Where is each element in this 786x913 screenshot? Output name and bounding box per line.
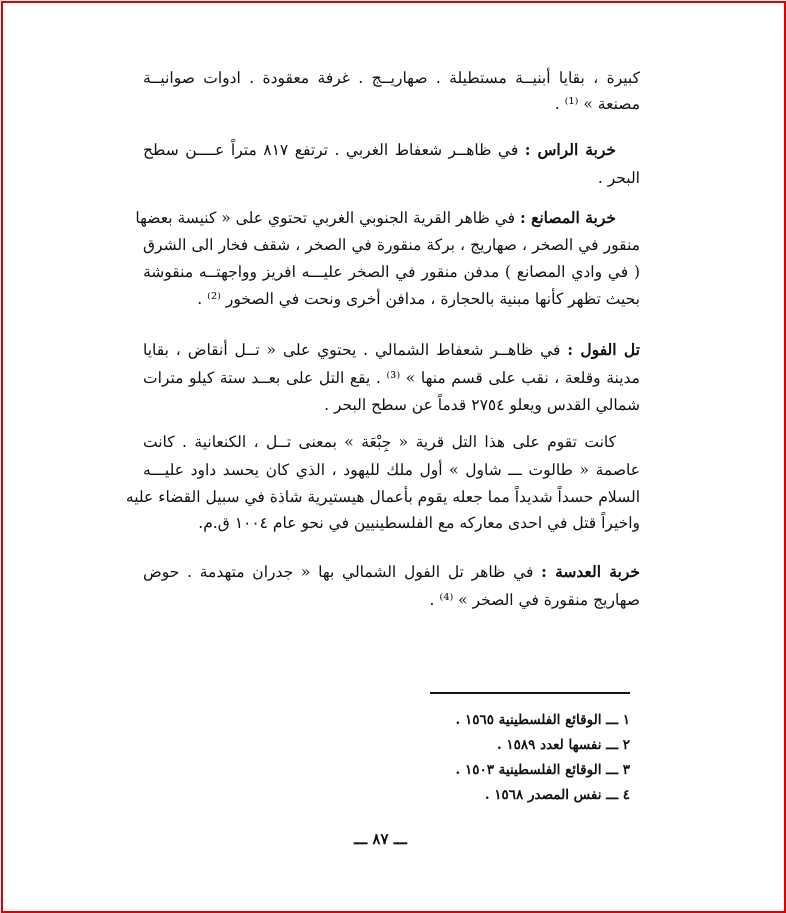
text-span: في ظاهر القرية الجنوبي الغربي تحتوي على « كنيسة بعضها xyxy=(135,209,516,227)
entry-heading: خربة المصانع : xyxy=(520,208,616,227)
text-line: البحر . xyxy=(597,169,640,187)
text-line: كانت تقوم على هذا التل قرية « جِبْعَة » بمعنى تــل ، الكنعانية . كانت xyxy=(143,433,616,451)
text-line: عاصمة « طالوت ـــ شاول » أول ملك لليهود ، الذي كان يحسد داود عليـــه xyxy=(143,461,640,479)
text-line: شمالي القدس ويعلو ٢٧٥٤ قدماً عن سطح البحر . xyxy=(324,396,640,414)
footnote-2: ٢ ـــ نفسها لعدد ١٥٨٩ . xyxy=(496,737,630,753)
footnote-3: ٣ ـــ الوقائع الفلسطينية ١٥٠٣ . xyxy=(455,762,630,778)
text-line xyxy=(143,560,640,584)
page-number: ـــ ٨٧ ـــ xyxy=(354,830,407,848)
text-line: واخيراً قتل في احدى معاركه مع الفلسطينيين في نحو عام ١٠٠٤ ق.م. xyxy=(198,514,640,532)
footnote-4: ٤ ـــ نفس المصدر ١٥٦٨ . xyxy=(484,787,630,803)
text-line: صهاريج منقورة في الصخر » ⁽⁴⁾ . xyxy=(429,591,640,609)
entry-heading: خربة العدسة : xyxy=(541,562,640,581)
text-line: كبيرة ، بقايا أبنيــة مستطيلة . صهاريــج . غرفة معقودة . ادوات صوانيــة xyxy=(143,69,640,87)
text-line xyxy=(135,206,640,230)
text-span: في ظاهــر شعفاط الغربي . ترتفع ٨١٧ متراً عــــن سطح xyxy=(143,141,519,159)
footnote-divider xyxy=(430,692,630,694)
entry-heading: تل الفول : xyxy=(567,340,640,359)
text-line xyxy=(143,138,640,162)
text-line: مدينة وقلعة ، نقب على قسم منها » ⁽³⁾ . يقع التل على بعــد ستة كيلو مترات xyxy=(143,369,640,387)
text-line: مصنعة » ⁽¹⁾ . xyxy=(554,95,640,113)
entry-heading: خربة الراس : xyxy=(524,140,616,159)
text-line: السلام حسداً شديداً مما جعله يقوم بأعمال هيستيرية شاذة في سبيل القضاء عليه xyxy=(125,488,640,506)
text-span: في ظاهر تل الفول الشمالي بها « جدران متهدمة . حوض xyxy=(143,563,534,581)
text-line: بحيث تظهر كأنها مبنية بالحجارة ، مدافن أخرى ونحت في الصخور ⁽²⁾ . xyxy=(197,290,640,308)
text-line: منقور في الصخر ، صهاريج ، بركة منقورة في الصخر ، شقف فخار الى الشرق xyxy=(143,236,640,254)
text-line xyxy=(143,338,640,362)
footnote-1: ١ ـــ الوقائع الفلسطينية ١٥٦٥ . xyxy=(455,712,630,728)
text-line: ( في وادي المصانع ) مدفن منقور في الصخر عليـــه افريز وواجهتــه منقوشة xyxy=(143,263,640,281)
text-span: في ظاهــر شعفاط الشمالي . يحتوي على « تــل أنقاض ، بقايا xyxy=(143,341,561,359)
